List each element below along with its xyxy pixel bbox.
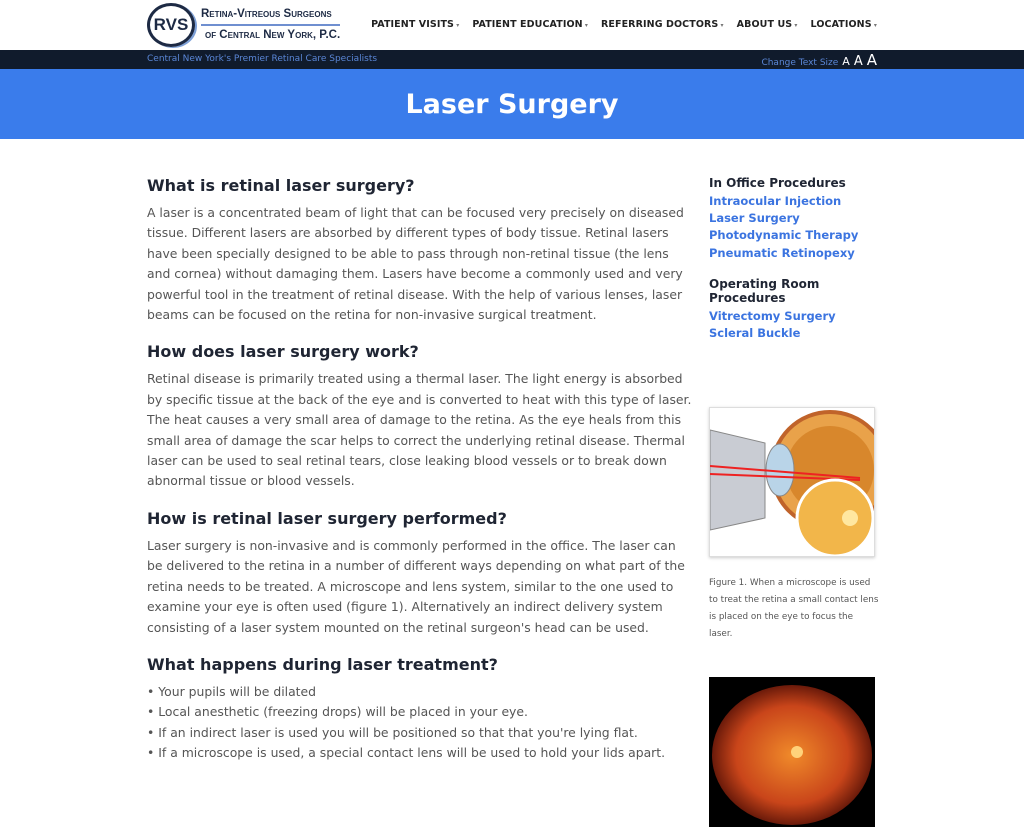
section-heading: What happens during laser treatment? [147, 654, 498, 674]
sidebar-group-title: Operating Room Procedures [709, 276, 820, 305]
page-title: Laser Surgery [405, 88, 619, 120]
main-content [147, 176, 692, 764]
list-item: • Local anesthetic (freezing drops) will be placed in your eye. [147, 704, 528, 720]
sidebar-link-laser-surgery[interactable]: Laser Surgery [709, 211, 800, 226]
eye-laser-diagram [710, 408, 875, 557]
section-text: Laser surgery is non-invasive and is commonly performed in the office. The laser can be delivered to the retina in a number of different ways depending on what part of the retina needs to be treated. A microscope and lens system, similar to the one used to examine your eye is often used (figure 1). Alternatively an indirect delivery system consisting of a laser system mounted on the retinal surgeon's head can be used. [147, 537, 685, 635]
text-size-large[interactable]: A [866, 51, 877, 69]
tagline: Central New York's Premier Retinal Care Specialists [147, 54, 378, 64]
logo-line-2: of Central New York, P.C. [205, 29, 341, 41]
eye-laser-illustration [709, 407, 875, 557]
fundus-image [709, 677, 875, 827]
site-logo[interactable] [147, 3, 340, 47]
change-text-size-label: Change Text Size [761, 58, 839, 68]
sidebar [709, 176, 879, 827]
list-item: • Your pupils will be dilated [147, 683, 317, 699]
site-header [0, 0, 1024, 50]
logo-line-1: Retina-Vitreous Surgeons [201, 7, 340, 26]
sidebar-link-pneumatic-retinopexy[interactable]: Pneumatic Retinopexy [709, 245, 855, 260]
treatment-steps-list [147, 682, 692, 764]
section-heading: How is retinal laser surgery performed? [147, 508, 507, 528]
logo-mark: RVS [147, 3, 195, 47]
top-bar [0, 50, 1024, 69]
section-text: Retinal disease is primarily treated using a thermal laser. The light energy is absorbed by specific tissue at the back of the eye and is converted to heat with this type of laser. The heat causes a very small area of damage to the retina. As the eye heals from this small area of damage the scar helps to correct the underlying retinal disease. Thermal laser can be used to seal retinal tears, close leaking blood vessels or to break down abnormal tissue or blood vessels. [147, 371, 692, 489]
fundus-photo [709, 677, 875, 827]
page-banner [0, 69, 1024, 139]
nav-about-us[interactable]: ABOUT US ▾ [737, 19, 798, 30]
sidebar-link-scleral-buckle[interactable]: Scleral Buckle [709, 326, 801, 341]
figure-caption: Figure 1. When a microscope is used to treat the retina a small contact lens is placed on the eye to focus the laser. [709, 578, 879, 640]
nav-referring-doctors[interactable]: REFERRING DOCTORS ▾ [601, 19, 724, 30]
section-text: A laser is a concentrated beam of light that can be focused very precisely on diseased tissue. Different lasers are absorbed by different types of body tissue. Retinal lasers have been specially designed to be able to pass through non-retinal tissue (the lens and cornea) without damaging them. Lasers have become a commonly used and very powerful tool in the treatment of retinal disease. With the help of various lenses, laser beams can be focused on the retina for non-invasive surgical treatment. [147, 205, 684, 323]
text-size-small[interactable]: A [842, 55, 850, 68]
text-size-control [761, 51, 877, 69]
section-heading: How does laser surgery work? [147, 342, 419, 362]
section-heading: What is retinal laser surgery? [147, 176, 415, 195]
sidebar-link-intraocular-injection[interactable]: Intraocular Injection [709, 194, 842, 208]
text-size-medium[interactable]: A [853, 54, 863, 69]
sidebar-group-title: In Office Procedures [709, 176, 846, 190]
list-item: • If an indirect laser is used you will be positioned so that that you're lying flat. [147, 724, 638, 740]
nav-locations[interactable]: LOCATIONS ▾ [811, 19, 877, 30]
list-item: • If a microscope is used, a special contact lens will be used to hold your lids apart. [147, 745, 666, 761]
sidebar-link-photodynamic-therapy[interactable]: Photodynamic Therapy [709, 228, 859, 243]
nav-patient-visits[interactable]: PATIENT VISITS ▾ [371, 19, 459, 30]
sidebar-link-vitrectomy-surgery[interactable]: Vitrectomy Surgery [709, 308, 836, 323]
main-nav [371, 19, 877, 30]
nav-patient-education[interactable]: PATIENT EDUCATION ▾ [472, 19, 588, 30]
